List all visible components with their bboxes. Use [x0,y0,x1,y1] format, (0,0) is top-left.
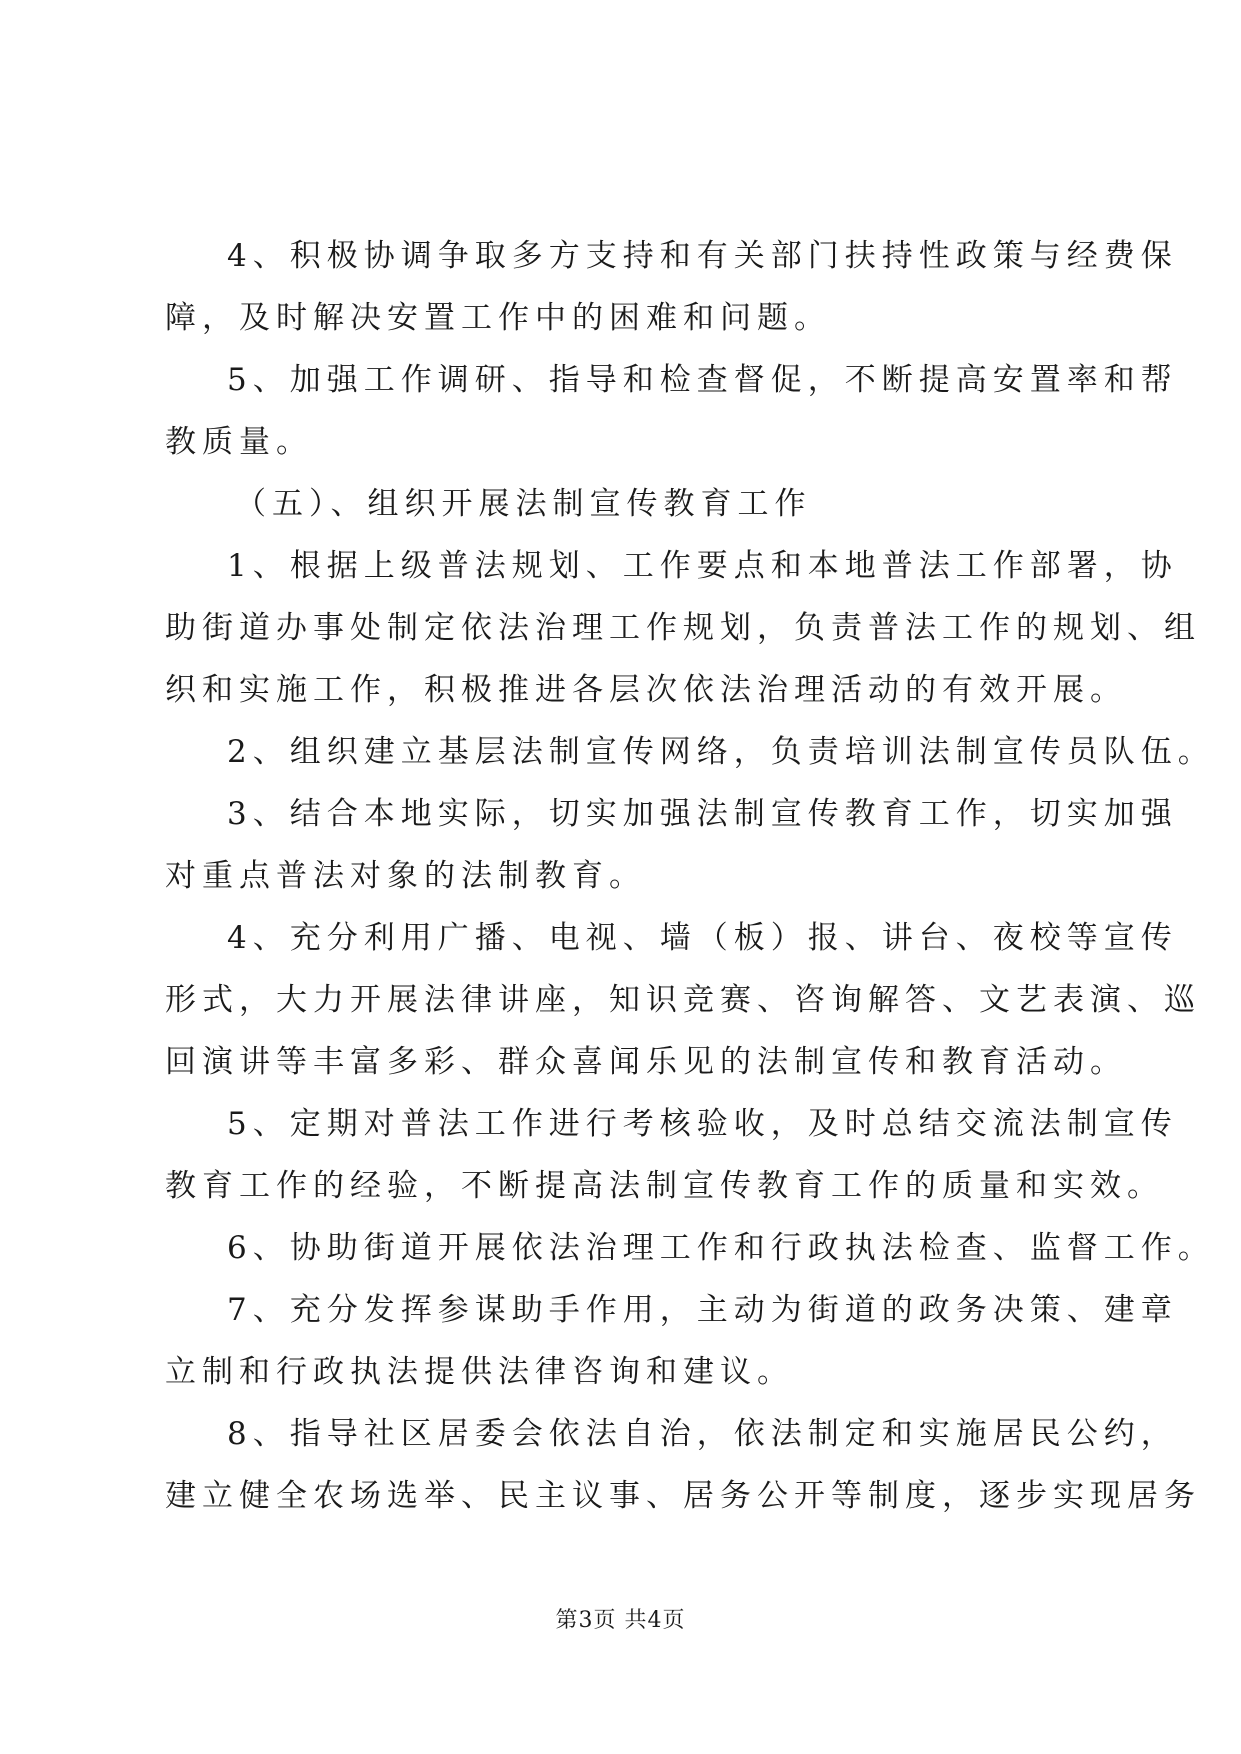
body-line: 建立健全农场选举、民主议事、居务公开等制度，逐步实现居务 [165,1478,1201,1514]
body-line: 织和实施工作，积极推进各层次依法治理活动的有效开展。 [165,672,1127,708]
body-line: 对重点普法对象的法制教育。 [165,858,646,894]
body-line: 5、加强工作调研、指导和检查督促，不断提高安置率和帮 [227,362,1178,398]
body-line: 2、组织建立基层法制宣传网络，负责培训法制宣传员队伍。 [227,734,1215,770]
body-line: 4、充分利用广播、电视、墙（板）报、讲台、夜校等宣传 [227,920,1178,956]
body-line: 形式，大力开展法律讲座，知识竞赛、咨询解答、文艺表演、巡 [165,982,1201,1018]
body-line: 1、根据上级普法规划、工作要点和本地普法工作部署，协 [227,548,1178,584]
body-line: 障，及时解决安置工作中的困难和问题。 [165,300,831,336]
body-line: 6、协助街道开展依法治理工作和行政执法检查、监督工作。 [227,1230,1215,1266]
document-body [165,225,1215,1527]
body-line: 教育工作的经验，不断提高法制宣传教育工作的质量和实效。 [165,1168,1164,1204]
body-line: 教质量。 [165,424,313,460]
body-line: 回演讲等丰富多彩、群众喜闻乐见的法制宣传和教育活动。 [165,1044,1127,1080]
section-heading: （五）、组织开展法制宣传教育工作 [235,486,812,522]
body-line: 助街道办事处制定依法治理工作规划，负责普法工作的规划、组 [165,610,1201,646]
body-line: 4、积极协调争取多方支持和有关部门扶持性政策与经费保 [227,238,1178,274]
body-line: 3、结合本地实际，切实加强法制宣传教育工作，切实加强 [227,796,1178,832]
body-line: 立制和行政执法提供法律咨询和建议。 [165,1354,794,1390]
body-line: 7、充分发挥参谋助手作用，主动为街道的政务决策、建章 [227,1292,1178,1328]
body-line: 8、指导社区居委会依法自治，依法制定和实施居民公约， [227,1416,1178,1452]
page-footer: 第3页 共4页 [555,1608,686,1633]
body-line: 5、定期对普法工作进行考核验收，及时总结交流法制宣传 [227,1106,1178,1142]
